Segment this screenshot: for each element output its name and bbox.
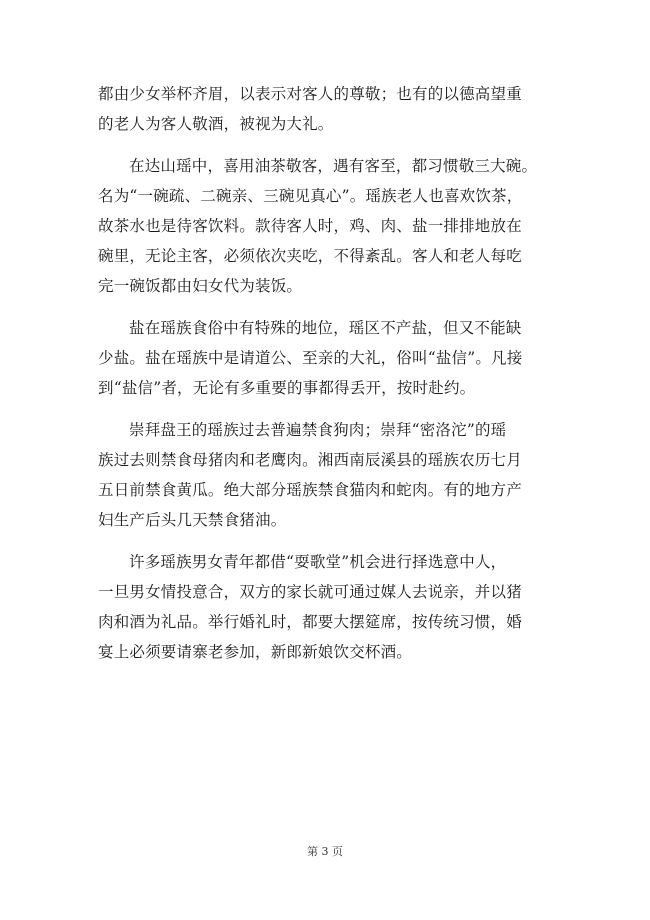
paragraph-2 (98, 151, 558, 301)
paragraph-line: 都由少女举杯齐眉，以表示对客人的尊敬；也有的以德高望重 (98, 85, 522, 103)
paragraph-line: 名为“一碗疏、二碗亲、三碗见真心”。瑶族老人也喜欢饮茶， (98, 187, 523, 205)
paragraph-1 (98, 79, 558, 139)
paragraph-line: 在达山瑶中，喜用油茶敬客，遇有客至，都习惯敬三大碗。 (129, 157, 538, 175)
paragraph-line: 族过去则禁食母猪肉和老鹰肉。湘西南辰溪县的瑶族农历七月 (98, 451, 522, 469)
paragraph-3 (98, 313, 558, 403)
paragraph-line: 少盐。盐在瑶族中是请道公、至亲的大礼，俗叫“盐信”。凡接 (98, 349, 523, 367)
paragraph-5 (98, 547, 558, 667)
paragraph-line: 妇生产后头几天禁食猪油。 (98, 511, 287, 529)
paragraph-line: 五日前禁食黄瓜。绝大部分瑶族禁食猫肉和蛇肉。有的地方产 (98, 481, 522, 499)
paragraph-line: 宴上必须要请寨老参加，新郎新娘饮交杯酒。 (98, 643, 413, 661)
paragraph-line: 故茶水也是待客饮料。款待客人时，鸡、肉、盐一排排地放在 (98, 217, 522, 235)
document-body (98, 79, 558, 679)
paragraph-line: 到“盐信”者，无论有多重要的事都得丢开，按时赴约。 (98, 379, 476, 397)
page-number: 第 3 页 (307, 845, 343, 858)
paragraph-line: 一旦男女情投意合，双方的家长就可通过媒人去说亲，并以猪 (98, 583, 522, 601)
paragraph-line: 碗里，无论主客，必须依次夹吃，不得紊乱。客人和老人每吃 (98, 247, 522, 265)
paragraph-4 (98, 415, 558, 535)
paragraph-line: 盐在瑶族食俗中有特殊的地位，瑶区不产盐，但又不能缺 (129, 319, 522, 337)
paragraph-line: 肉和酒为礼品。举行婚礼时，都要大摆筵席，按传统习惯，婚 (98, 613, 522, 631)
paragraph-line: 许多瑶族男女青年都借“耍歌堂”机会进行择选意中人， (129, 553, 507, 571)
paragraph-line: 崇拜盘王的瑶族过去普遍禁食狗肉；崇拜“密洛沱”的瑶 (129, 421, 507, 439)
paragraph-line: 完一碗饭都由妇女代为装饭。 (98, 277, 303, 295)
paragraph-line: 的老人为客人敬酒，被视为大礼。 (98, 115, 334, 133)
